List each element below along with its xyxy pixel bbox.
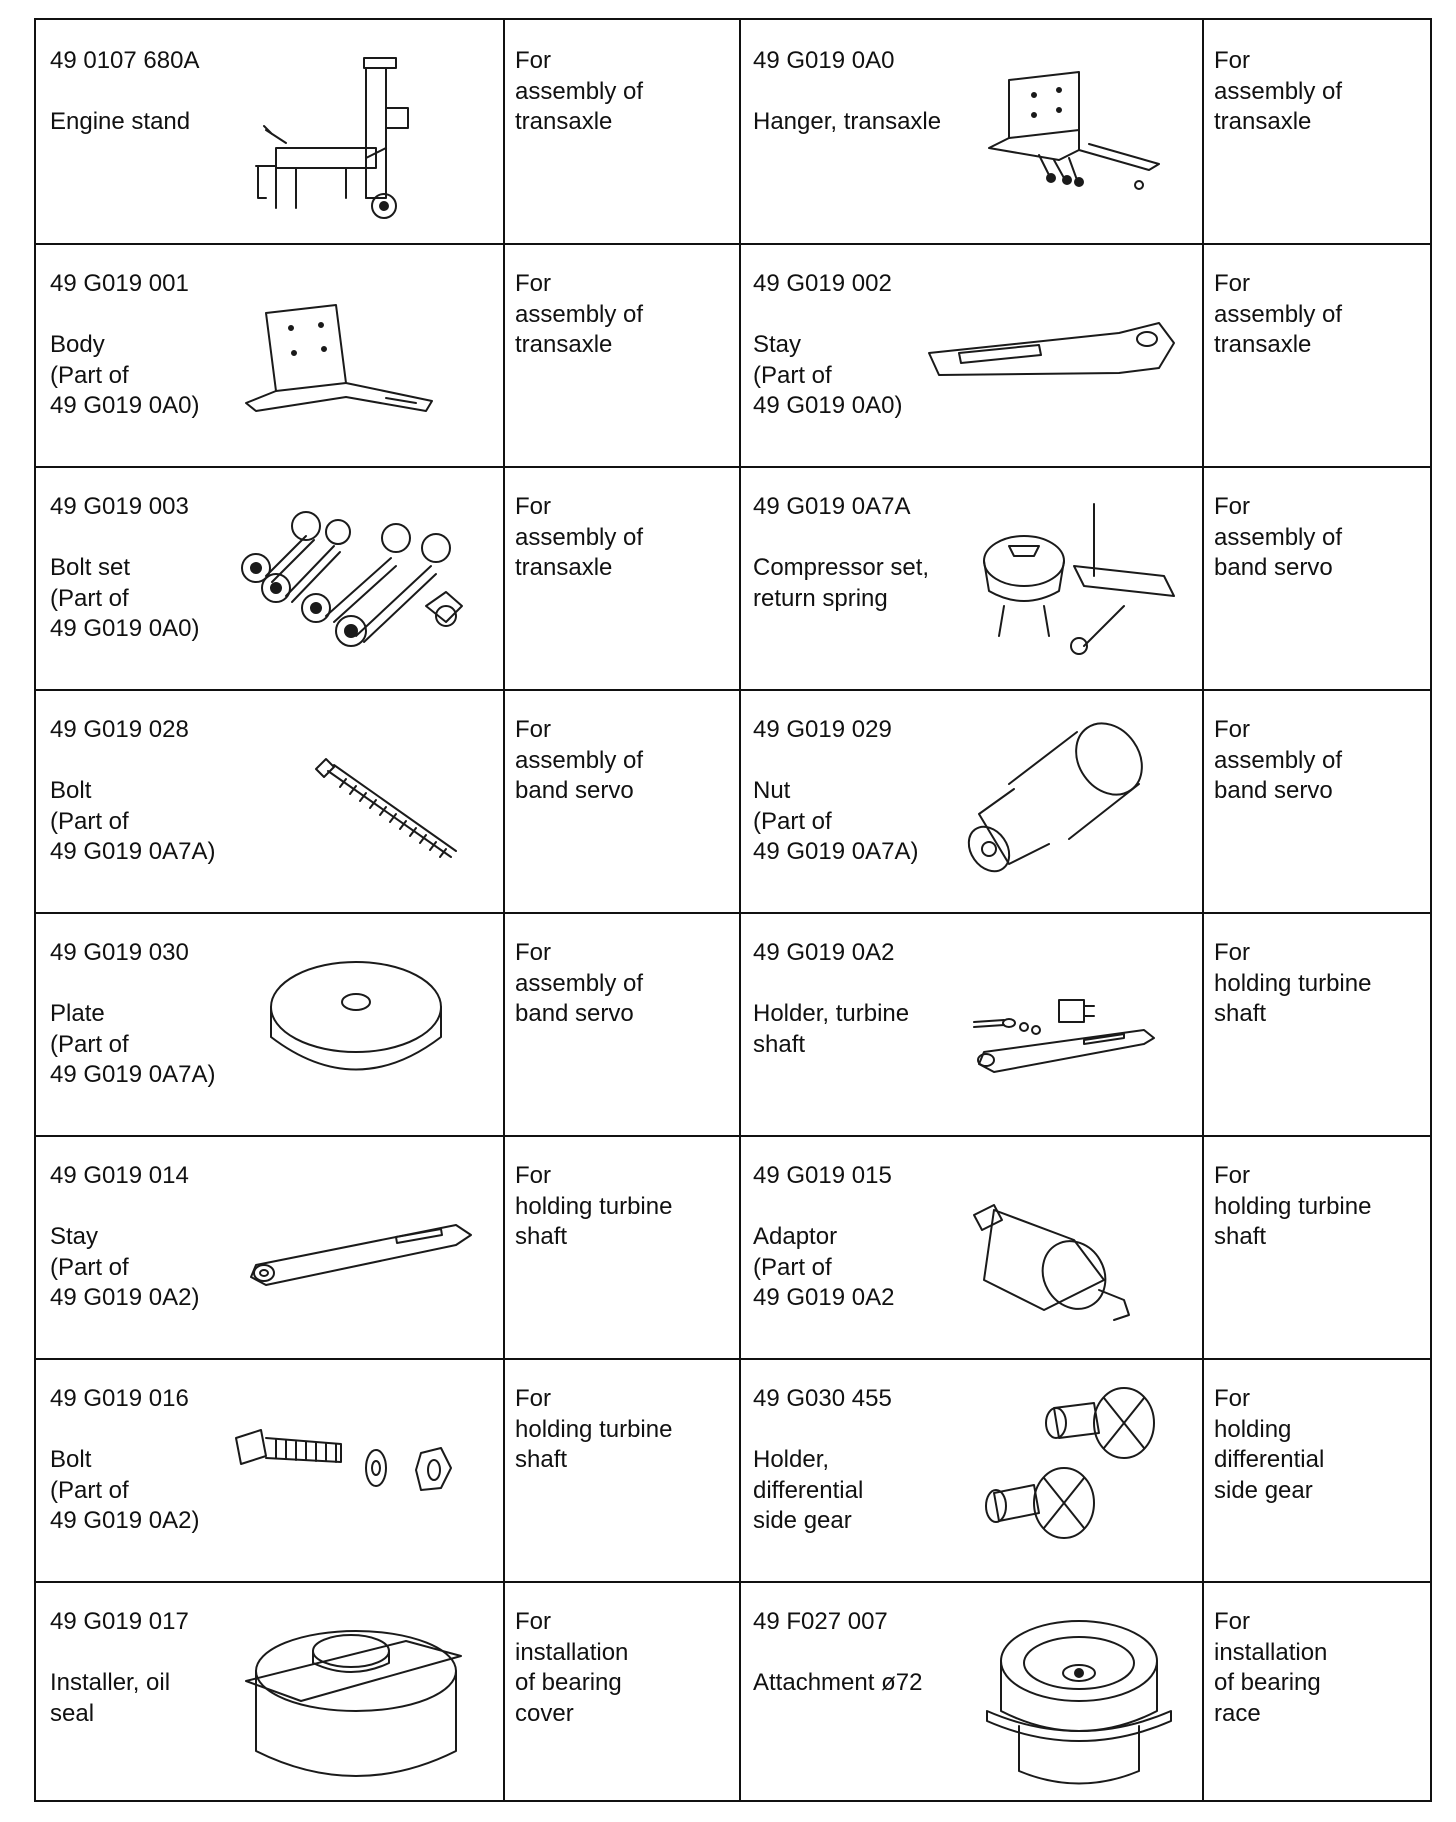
- compressor-set-drawing: [974, 496, 1194, 676]
- tool-number: 49 G019 014: [50, 1162, 189, 1189]
- tool-name: Adaptor (Part of 49 G019 0A2: [753, 1223, 895, 1311]
- plate-disc-drawing: [266, 952, 446, 1092]
- purpose-cell: [503, 1581, 739, 1801]
- tool-purpose: For holding turbine shaft: [1214, 939, 1372, 1027]
- tool-number: 49 G019 015: [753, 1162, 892, 1189]
- tool-name: Engine stand: [50, 108, 191, 135]
- special-tools-table: [34, 18, 1432, 1802]
- tool-number: 49 G019 001: [50, 270, 189, 297]
- tool-name: Installer, oil seal: [50, 1669, 171, 1727]
- tool-purpose: For holding turbine shaft: [515, 1385, 673, 1473]
- tool-number: 49 G030 455: [753, 1385, 892, 1412]
- tool-cell: [36, 243, 503, 466]
- tool-name: Holder, differential side gear: [753, 1446, 864, 1534]
- tool-name: Plate (Part of 49 G019 0A7A): [50, 1000, 216, 1088]
- tool-purpose: For holding turbine shaft: [1214, 1162, 1372, 1250]
- tool-purpose: For assembly of band servo: [1214, 493, 1343, 581]
- tool-number: 49 G019 003: [50, 493, 189, 520]
- hanger-body-drawing: [236, 293, 466, 443]
- holder-stay-drawing: [246, 1205, 486, 1315]
- tool-cell: [739, 912, 1202, 1135]
- purpose-cell: [503, 1135, 739, 1358]
- tool-name: Stay (Part of 49 G019 0A2): [50, 1223, 200, 1311]
- purpose-cell: [1202, 466, 1434, 689]
- tool-name: Stay (Part of 49 G019 0A0): [753, 331, 903, 419]
- purpose-cell: [503, 689, 739, 912]
- adaptor-drawing: [964, 1190, 1144, 1340]
- tool-number: 49 G019 0A2: [753, 939, 895, 966]
- purpose-cell: [1202, 20, 1434, 243]
- purpose-cell: [1202, 243, 1434, 466]
- transaxle-hanger-drawing: [979, 60, 1179, 210]
- tool-name: Body (Part of 49 G019 0A0): [50, 331, 200, 419]
- tool-number: 49 F027 007: [753, 1608, 888, 1635]
- bolt-washer-nut-drawing: [216, 1408, 476, 1518]
- tool-name: Bolt (Part of 49 G019 0A7A): [50, 777, 216, 865]
- tool-purpose: For holding turbine shaft: [515, 1162, 673, 1250]
- tool-name: Holder, turbine shaft: [753, 1000, 910, 1058]
- purpose-cell: [1202, 1135, 1434, 1358]
- tool-purpose: For assembly of band servo: [515, 939, 644, 1027]
- tool-cell: [36, 20, 503, 243]
- tool-name: Bolt (Part of 49 G019 0A2): [50, 1446, 200, 1534]
- tool-cell: [36, 689, 503, 912]
- tool-number: 49 G019 0A0: [753, 47, 895, 74]
- tool-name: Attachment ø72: [753, 1669, 923, 1696]
- purpose-cell: [503, 20, 739, 243]
- oil-seal-installer-drawing: [241, 1601, 471, 1791]
- bolt-set-drawing: [226, 496, 486, 666]
- tool-purpose: For holding differential side gear: [1214, 1385, 1325, 1504]
- purpose-cell: [503, 912, 739, 1135]
- tool-purpose: For assembly of band servo: [1214, 716, 1343, 804]
- tool-purpose: For installation of bearing cover: [515, 1608, 629, 1727]
- long-bolt-drawing: [306, 749, 466, 869]
- tool-cell: [739, 466, 1202, 689]
- tool-purpose: For assembly of transaxle: [515, 493, 644, 581]
- tool-cell: [739, 20, 1202, 243]
- tool-purpose: For assembly of band servo: [515, 716, 644, 804]
- tool-number: 49 G019 016: [50, 1385, 189, 1412]
- purpose-cell: [1202, 1581, 1434, 1801]
- tool-number: 49 G019 028: [50, 716, 189, 743]
- tool-cell: [36, 1135, 503, 1358]
- purpose-cell: [503, 243, 739, 466]
- tool-name: Bolt set (Part of 49 G019 0A0): [50, 554, 200, 642]
- tool-purpose: For assembly of transaxle: [1214, 270, 1343, 358]
- tool-number: 49 G019 029: [753, 716, 892, 743]
- tool-cell: [36, 466, 503, 689]
- tool-cell: [739, 689, 1202, 912]
- side-gear-holder-drawing: [964, 1373, 1184, 1573]
- purpose-cell: [1202, 1358, 1434, 1581]
- stay-bar-drawing: [919, 303, 1189, 413]
- turbine-holder-drawing: [964, 972, 1184, 1092]
- tool-number: 49 G019 017: [50, 1608, 189, 1635]
- tool-name: Compressor set, return spring: [753, 554, 930, 612]
- cylinder-nut-drawing: [959, 714, 1159, 899]
- purpose-cell: [1202, 689, 1434, 912]
- tool-cell: [36, 912, 503, 1135]
- tool-number: 49 G019 002: [753, 270, 892, 297]
- tool-cell: [739, 1581, 1202, 1801]
- tool-number: 49 0107 680A: [50, 47, 200, 74]
- engine-stand-drawing: [236, 48, 456, 228]
- purpose-cell: [503, 1358, 739, 1581]
- tool-purpose: For installation of bearing race: [1214, 1608, 1328, 1727]
- tool-purpose: For assembly of transaxle: [1214, 47, 1343, 135]
- tool-number: 49 G019 030: [50, 939, 189, 966]
- tool-cell: [36, 1581, 503, 1801]
- purpose-cell: [1202, 912, 1434, 1135]
- tool-cell: [739, 1358, 1202, 1581]
- purpose-cell: [503, 466, 739, 689]
- tool-purpose: For assembly of transaxle: [515, 47, 644, 135]
- tool-number: 49 G019 0A7A: [753, 493, 911, 520]
- tool-name: Hanger, transaxle: [753, 108, 942, 135]
- tool-cell: [739, 243, 1202, 466]
- tool-name: Nut (Part of 49 G019 0A7A): [753, 777, 919, 865]
- tool-cell: [36, 1358, 503, 1581]
- tool-purpose: For assembly of transaxle: [515, 270, 644, 358]
- tool-cell: [739, 1135, 1202, 1358]
- attachment-drawing: [979, 1601, 1179, 1791]
